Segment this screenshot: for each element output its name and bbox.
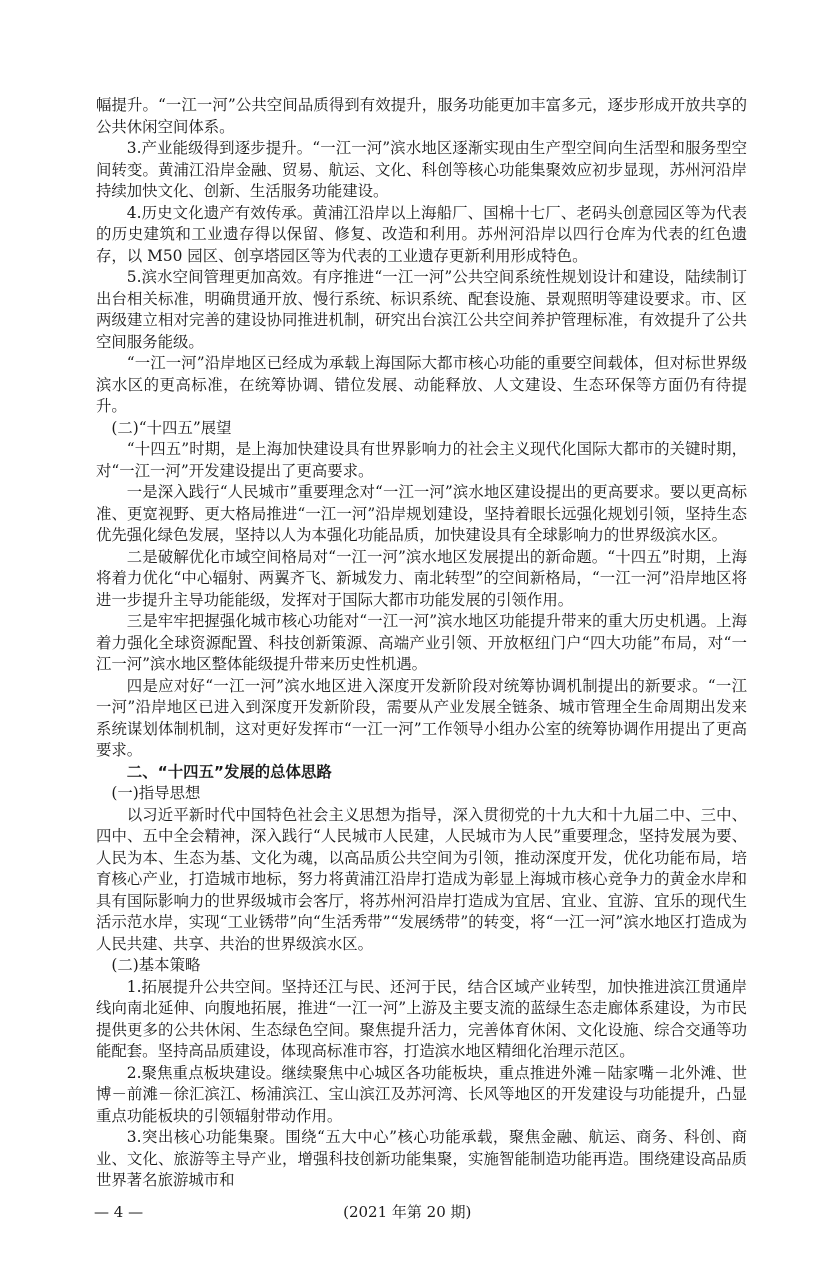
page-number: — 4 — <box>94 1202 144 1221</box>
paragraph: 幅提升。“一江一河”公共空间品质得到有效提升，服务功能更加丰富多元，逐步形成开放共享的公共休闲空间体系。 <box>96 96 747 136</box>
issue-label: (2021 年第 20 期) <box>343 1202 472 1221</box>
paragraph: 3.突出核心功能集聚。围绕“五大中心”核心功能承载，聚焦金融、航运、商务、科创、商业、文化、旅游等主导产业，增强科技创新功能集聚，实施智能制造功能再造。围绕建设高品质世界著名旅游城市和 <box>96 1128 747 1189</box>
paragraph: 1.拓展提升公共空间。坚持还江与民、还河于民，结合区域产业转型，加快推进滨江贯通岸线向南北延伸、向腹地拓展，推进“一江一河”上游及主要支流的蓝绿生态走廊体系建设，为市民提供更多的公共休闲、生态绿色空间。聚焦提升活力，完善体育休闲、文化设施、综合交通等功能配套。坚持高品质建设，体现高标准市容，打造滨水地区精细化治理示范区。 <box>96 977 747 1060</box>
section-heading: 二、“十四五”发展的总体思路 <box>126 762 332 781</box>
paragraph: “十四五”时期，是上海加快建设具有世界影响力的社会主义现代化国际大都市的关键时期，对“一江一河”开发建设提出了更高要求。 <box>96 440 747 480</box>
subheading-guiding-ideology: (一)指导思想 <box>111 784 201 802</box>
paragraph: 5.滨水空间管理更加高效。有序推进“一江一河”公共空间系统性规划设计和建设，陆续制订出台相关标准，明确贯通开放、慢行系统、标识系统、配套设施、景观照明等建设要求。市、区两级建立相对完善的建设协同推进机制，研究出台滨江公共空间养护管理标准，有效提升了公共空间服务能级。 <box>96 268 747 351</box>
paragraph: “一江一河”沿岸地区已经成为承载上海国际大都市核心功能的重要空间载体，但对标世界级滨水区的更高标准，在统筹协调、错位发展、动能释放、人文建设、生态环保等方面仍有待提升。 <box>96 354 747 415</box>
paragraph: 一是深入践行“人民城市”重要理念对“一江一河”滨水地区建设提出的更高要求。要以更高标准、更宽视野、更大格局推进“一江一河”沿岸规划建设，坚持着眼长远强化规划引领，坚持生态优先强化绿色发展，坚持以人为本强化功能品质，加快建设具有全球影响力的世界级滨水区。 <box>96 483 747 544</box>
page-footer <box>94 1202 754 1263</box>
paragraph: 二是破解优化市域空间格局对“一江一河”滨水地区发展提出的新命题。“十四五”时期，上海将着力优化“中心辐射、两翼齐飞、新城发力、南北转型”的空间新格局，“一江一河”沿岸地区将进一步提升主导功能能级，发挥对于国际大都市功能发展的引领作用。 <box>96 547 747 609</box>
paragraph: 3.产业能级得到逐步提升。“一江一河”滨水地区逐渐实现由生产型空间向生活型和服务型空间转变。黄浦江沿岸金融、贸易、航运、文化、科创等核心功能集聚效应初步显现，苏州河沿岸持续加快文化、创新、生活服务功能建设。 <box>96 139 747 200</box>
paragraph: 2.聚焦重点板块建设。继续聚焦中心城区各功能板块，重点推进外滩－陆家嘴－北外滩、世博－前滩－徐汇滨江、杨浦滨江、宝山滨江及苏河湾、长风等地区的开发建设与功能提升，凸显重点功能板块的引领辐射带动作用。 <box>96 1063 747 1125</box>
subheading-basic-strategy: (二)基本策略 <box>111 956 201 974</box>
paragraph: 4.历史文化遗产有效传承。黄浦江沿岸以上海船厂、国棉十七厂、老码头创意园区等为代表的历史建筑和工业遗存得以保留、修复、改造和利用。苏州河沿岸以四行仓库为代表的红色遗存，以 M50 园区、创享塔园区等为代表的工业遗存更新利用形成特色。 <box>96 203 747 265</box>
subheading-outlook: (二)“十四五”展望 <box>111 418 232 437</box>
paragraph: 三是牢牢把握强化城市核心功能对“一江一河”滨水地区功能提升带来的重大历史机遇。上海着力强化全球资源配置、科技创新策源、高端产业引领、开放枢纽门户“四大功能”布局，对“一江一河”滨水地区整体能级提升带来历史性机遇。 <box>96 612 747 673</box>
document-body <box>96 0 747 1192</box>
paragraph: 四是应对好“一江一河”滨水地区进入深度开发新阶段对统筹协调机制提出的新要求。“一江一河”沿岸地区已进入到深度开发新阶段，需要从产业发展全链条、城市管理全生命周期出发来系统谋划体制机制，这对更好发挥市“一江一河”工作领导小组办公室的统筹协调作用提出了更高要求。 <box>96 676 747 759</box>
paragraph: 以习近平新时代中国特色社会主义思想为指导，深入贯彻党的十九大和十九届二中、三中、四中、五中全会精神，深入践行“人民城市人民建，人民城市为人民”重要理念，坚持发展为要、人民为本、生态为基、文化为魂，以高品质公共空间为引领，推动深度开发，优化功能布局，培育核心产业，打造城市地标，努力将黄浦江沿岸打造成为彰显上海城市核心竞争力的黄金水岸和具有国际影响力的世界级城市会客厅，将苏州河沿岸打造成为宜居、宜业、宜游、宜乐的现代生活示范水岸，实现“工业锈带”向“生活秀带”“发展绣带”的转变，将“一江一河”滨水地区打造成为人民共建、共享、共治的世界级滨水区。 <box>96 805 747 953</box>
